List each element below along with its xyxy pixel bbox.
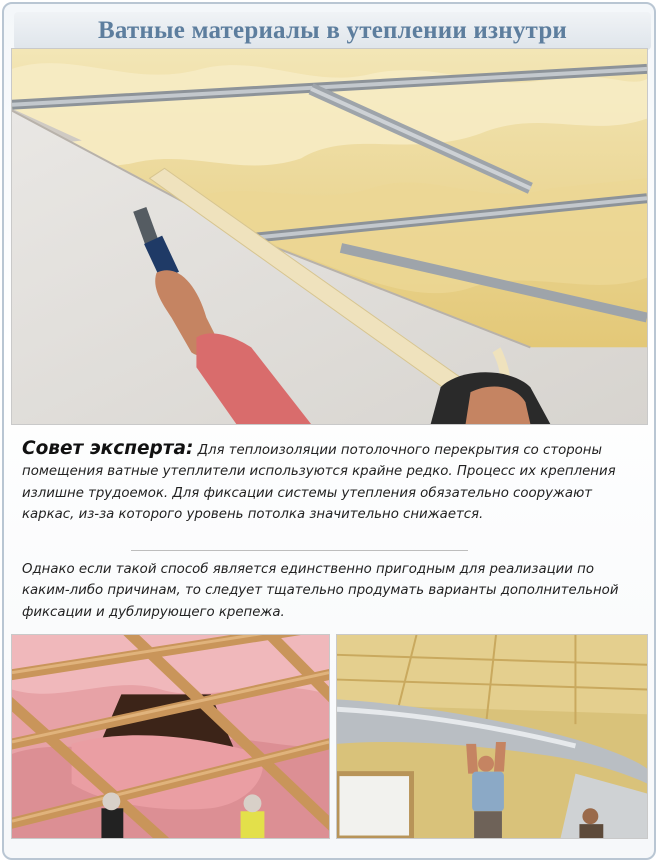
title-bar — [14, 12, 651, 50]
additional-note: Однако если такой способ является единственно пригодным для реализации по каким-либо причинам, то следует тщательно продумать варианты дополнительной фиксации и дублирующего крепежа. — [22, 562, 619, 620]
rafter-insulation-photo — [11, 634, 330, 839]
divider — [131, 550, 468, 551]
expert-tip-text: Для теплоизоляции потолочного перекрытия со стороны помещения ватные утеплители используются крайне редко. Процесс их крепления излишне трудоемок. Для фиксации системы утепления обязательно сооружают каркас, из-за которого уровень потолка значительно снижается. — [22, 443, 616, 523]
rafter-insulation-illustration — [12, 635, 329, 838]
ceiling-insulation-illustration — [12, 49, 647, 424]
foil-membrane-illustration — [337, 635, 647, 838]
foil-membrane-photo — [336, 634, 648, 839]
ceiling-insulation-photo — [11, 48, 648, 425]
expert-tip — [22, 438, 632, 526]
page-title: Ватные материалы в утеплении изнутри — [97, 17, 568, 44]
expert-tip-heading: Совет эксперта: — [22, 438, 194, 459]
